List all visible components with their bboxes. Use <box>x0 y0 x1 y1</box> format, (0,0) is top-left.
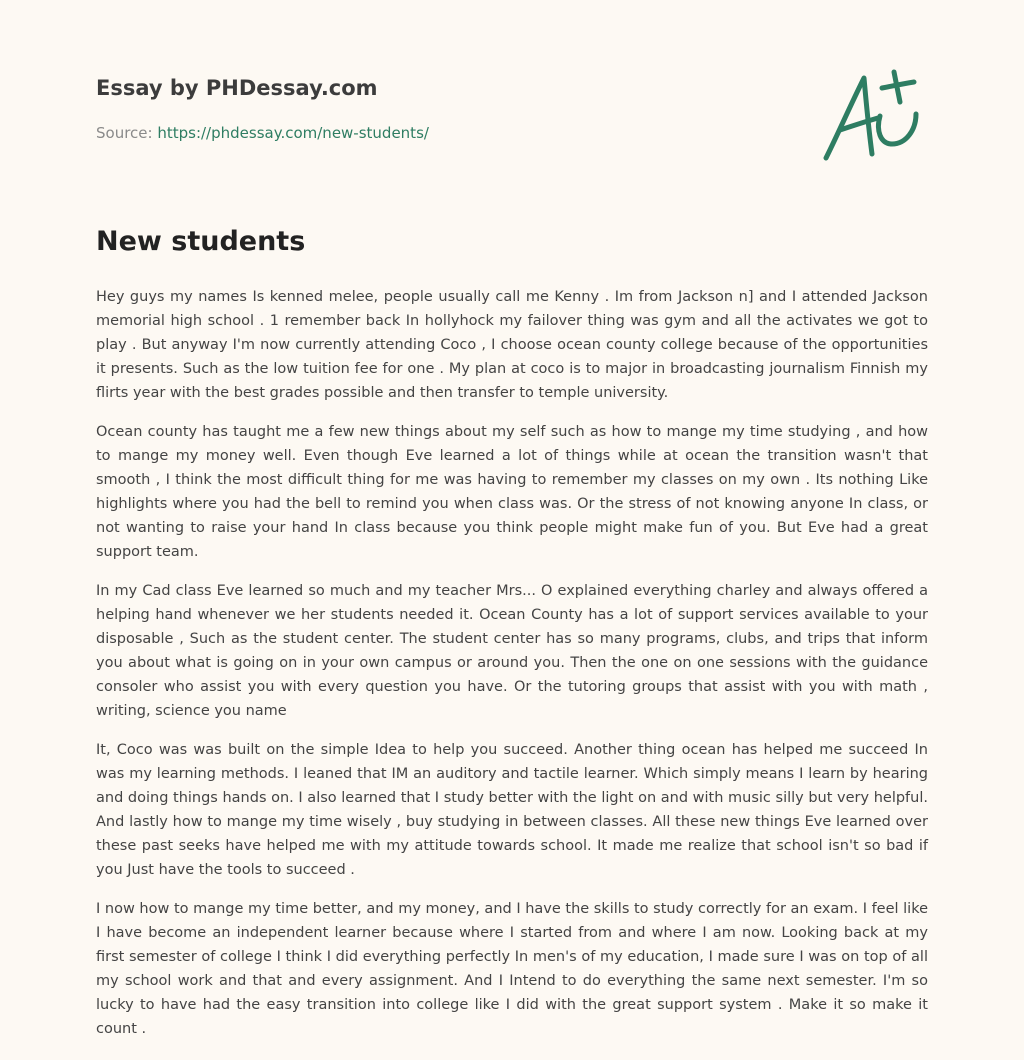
site-brand: Essay by PHDessay.com <box>96 76 378 100</box>
essay-paragraph: Hey guys my names Is kenned melee, people usually call me Kenny . Im from Jackson n] and I attended Jackson memorial high school . 1 remember back In hollyhock my failover thing was gym and all the activates we got to play . But anyway I'm now currently attending Coco , I choose ocean county college because of the opportunities it presents. Such as the low tuition fee for one . My plan at coco is to major in broadcasting journalism Finnish my flirts year with the best grades possible and then transfer to temple university. <box>96 289 928 401</box>
a-plus-logo-icon <box>820 64 928 166</box>
essay-paragraph: Ocean county has taught me a few new things about my self such as how to mange my time studying , and how to mange my money well. Even though Eve learned a lot of things while at ocean the transition wasn't that smooth , I think the most difficult thing for me was having to remember my classes on my own . Its nothing Like highlights where you had the bell to remind you when class was. Or the stress of not knowing anyone In class, or not wanting to raise your hand In class because you think people might make fun of you. But Eve had a great support team. <box>96 424 928 560</box>
source-line <box>96 124 429 142</box>
essay-paragraph: In my Cad class Eve learned so much and my teacher Mrs... O explained everything charley and always offered a helping hand whenever we her students needed it. Ocean County has a lot of support services available to your disposable , Such as the student center. The student center has so many programs, clubs, and trips that inform you about what is going on in your own campus or around you. Then the one on one sessions with the guidance consoler who assist you with every question you have. Or the tutoring groups that assist with you with math , writing, science you name <box>96 583 928 719</box>
essay-body <box>96 285 928 1056</box>
source-link[interactable]: https://phdessay.com/new-students/ <box>157 124 429 142</box>
essay-paragraph: It, Coco was was built on the simple Idea to help you succeed. Another thing ocean has helped me succeed In was my learning methods. I leaned that IM an auditory and tactile learner. Which simply means I learn by hearing and doing things hands on. I also learned that I study better with the light on and with music silly but very helpful. And lastly how to mange my time wisely , buy studying in between classes. All these new things Eve learned over these past seeks have helped me with my attitude towards school. It made me realize that school isn't so bad if you Just have the tools to succeed . <box>96 742 928 878</box>
essay-title: New students <box>96 226 306 257</box>
source-label: Source: <box>96 124 158 142</box>
essay-paragraph: I now how to mange my time better, and my money, and I have the skills to study correctly for an exam. I feel like I have become an independent learner because where I started from and where I am now. Looking back at my first semester of college I think I did everything perfectly In men's of my education, I made sure I was on top of all my school work and that and every assignment. And I Intend to do everything the same next semester. I'm so lucky to have had the easy transition into college like I did with the great support system . Make it so make it count . <box>96 901 929 1037</box>
